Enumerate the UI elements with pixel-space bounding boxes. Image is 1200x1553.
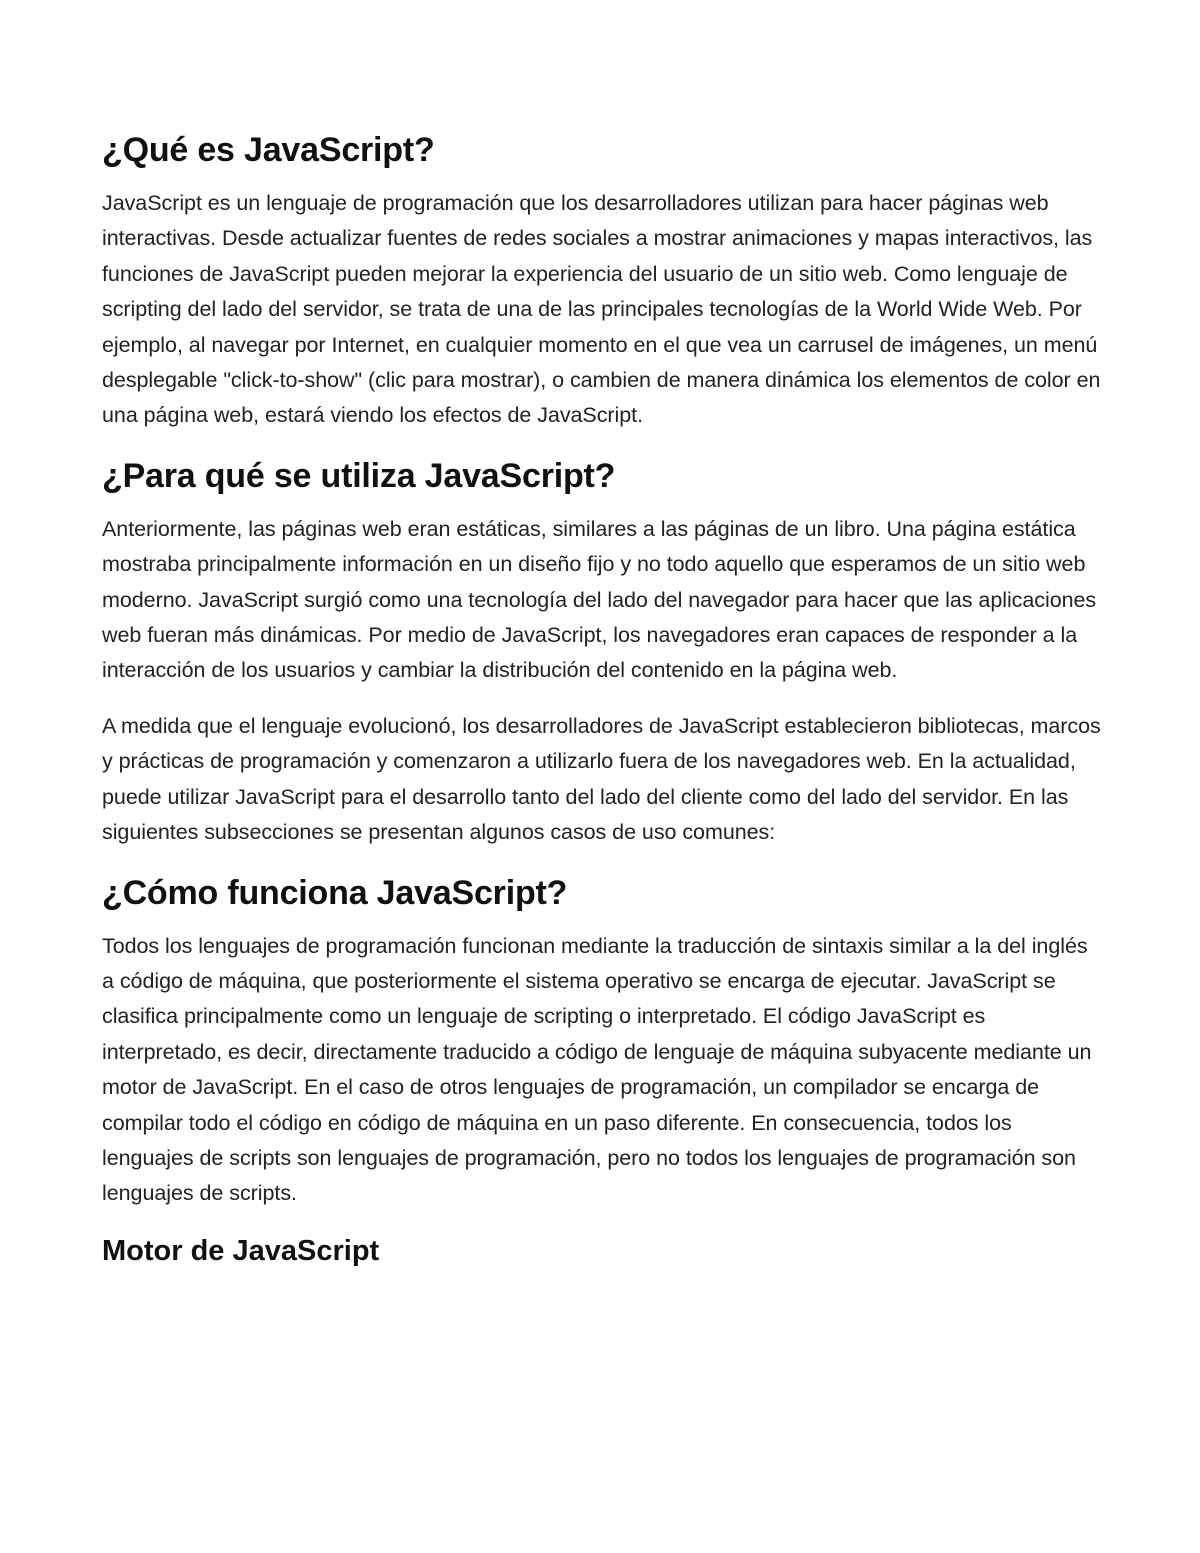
paragraph-para-que-2: A medida que el lenguaje evolucionó, los desarrolladores de JavaScript establecieron bibliotecas, marcos y prácticas de programación y comenzaron a utilizarlo fuera de los navegadores web. En la actualidad, puede utilizar JavaScript para el desarrollo tanto del lado del cliente como del lado del servidor. En las siguientes subsecciones se presentan algunos casos de uso comunes: — [102, 713, 1101, 845]
subheading-motor-de-javascript: Motor de JavaScript — [102, 1234, 380, 1267]
paragraph-para-que-1: Anteriormente, las páginas web eran estáticas, similares a las páginas de un libro. Una página estática mostraba principalmente información en un diseño fijo y no todo aquello que esperamos de un sitio web moderno. JavaScript surgió como una tecnología del lado del navegador para hacer que las aplicaciones web fueran más dinámicas. Por medio de JavaScript, los navegadores eran capaces de responder a la interacción de los usuarios y cambiar la distribución del contenido en la página web. — [102, 516, 1097, 683]
document-page — [102, 128, 1102, 1270]
heading-como-funciona: ¿Cómo funciona JavaScript? — [102, 873, 568, 912]
heading-para-que-se-utiliza: ¿Para qué se utiliza JavaScript? — [102, 456, 616, 495]
section-como-funciona — [102, 871, 1102, 1212]
heading-que-es-javascript: ¿Qué es JavaScript? — [102, 131, 435, 169]
section-para-que — [102, 454, 1102, 851]
paragraph-como-funciona-1: Todos los lenguajes de programación funcionan mediante la traducción de sintaxis similar a la del inglés a código de máquina, que posteriormente el sistema operativo se encarga de ejecutar. JavaScript se clasifica principalmente como un lenguaje de scripting o interpretado. El código JavaScript es interpretado, es decir, directamente traducido a código de lenguaje de máquina subyacente mediante un motor de JavaScript. En el caso de otros lenguajes de programación, un compilador se encarga de compilar todo el código en código de máquina en un paso diferente. En consecuencia, todos los lenguajes de scripts son lenguajes de programación, pero no todos los lenguajes de programación son lenguajes de scripts. — [102, 933, 1092, 1206]
paragraph-que-es-1: JavaScript es un lenguaje de programación que los desarrolladores utilizan para hacer páginas web interactivas. Desde actualizar fuentes de redes sociales a mostrar animaciones y mapas interactivos, las funciones de JavaScript pueden mejorar la experiencia del usuario de un sitio web. Como lenguaje de scripting del lado del servidor, se trata de una de las principales tecnologías de la World Wide Web. Por ejemplo, al navegar por Internet, en cualquier momento en el que vea un carrusel de imágenes, un menú desplegable "click-to-show" (clic para mostrar), o cambien de manera dinámica los elementos de color en una página web, estará viendo los efectos de JavaScript. — [102, 191, 1101, 428]
section-que-es — [102, 128, 1102, 434]
